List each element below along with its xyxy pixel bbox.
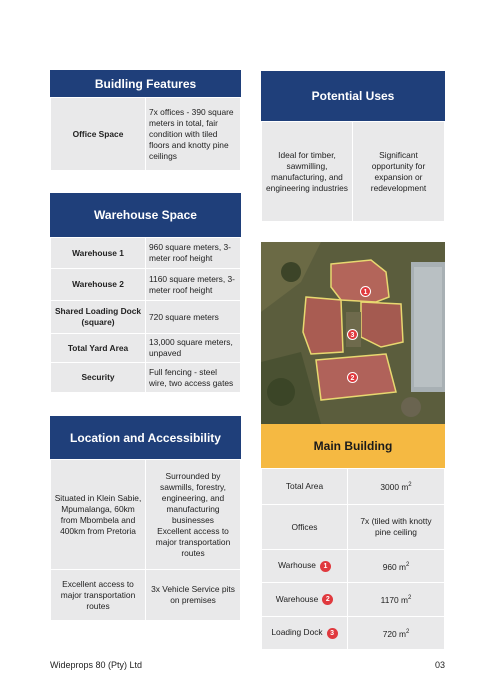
warehouse-space-table xyxy=(50,237,241,393)
offices-label xyxy=(262,505,348,550)
table-row xyxy=(51,334,241,363)
potential-use-expansion: Significant opportunity for expansion or redevelopment xyxy=(353,122,445,222)
badge-1: 1 xyxy=(320,561,331,572)
badge-3: 3 xyxy=(327,628,338,639)
table-row xyxy=(51,363,241,393)
warehouse-space-card xyxy=(50,193,241,393)
table-row xyxy=(51,301,241,334)
unit-superscript: 2 xyxy=(407,595,412,602)
loading-dock-value: 720 square meters xyxy=(146,301,241,334)
aerial-pin-1: 1 xyxy=(360,286,371,297)
main-building-table xyxy=(261,468,445,650)
building-features-table xyxy=(50,97,241,171)
row-label: Warhouse xyxy=(278,560,316,571)
building-features-card xyxy=(50,70,241,171)
office-space-label: Office Space xyxy=(51,98,146,171)
main-building-title: Main Building xyxy=(261,424,445,468)
row-label: Warehouse xyxy=(275,593,319,604)
location-title: Location and Accessibility xyxy=(50,416,241,459)
warhouse-value xyxy=(348,550,445,583)
yard-area-label: Total Yard Area xyxy=(51,334,146,363)
potential-uses-table xyxy=(261,121,445,222)
table-row xyxy=(51,570,241,621)
table-row xyxy=(262,550,445,583)
table-row xyxy=(51,460,241,570)
row-label: Total Area xyxy=(285,481,324,491)
surrounded-text: Surrounded by sawmills, forestry, engineering, and manufacturing businesses xyxy=(160,470,226,525)
loading-dock-label: Shared Loading Dock (square) xyxy=(51,301,146,334)
location-surroundings xyxy=(146,460,241,570)
table-row xyxy=(51,98,241,171)
security-value: Full fencing - steel wire, two access gates xyxy=(146,363,241,393)
unit-superscript: 2 xyxy=(408,482,412,489)
offices-value xyxy=(348,505,445,550)
row-value: 1170 m xyxy=(380,594,408,605)
warehouse-1-value: 960 square meters, 3-meter roof height xyxy=(146,238,241,269)
warhouse-label xyxy=(262,550,348,583)
aerial-pin-2: 2 xyxy=(347,372,358,383)
table-row xyxy=(262,617,445,650)
table-row xyxy=(262,122,445,222)
potential-uses-title: Potential Uses xyxy=(261,71,445,121)
row-label: Loading Dock xyxy=(271,627,323,638)
transport-text: Excellent access to major transportation routes xyxy=(155,525,231,558)
warehouse-2-label: Warehouse 2 xyxy=(51,269,146,301)
row-label: Offices xyxy=(291,521,318,532)
main-building-card xyxy=(261,424,445,650)
table-row xyxy=(51,269,241,301)
table-row xyxy=(262,469,445,505)
security-label: Security xyxy=(51,363,146,393)
row-value: 3000 m xyxy=(380,481,409,492)
badge-2: 2 xyxy=(322,594,333,605)
potential-use-industries: Ideal for timber, sawmilling, manufacturing, and engineering industries xyxy=(262,122,353,222)
location-table xyxy=(50,459,241,621)
loading-dock-row-value xyxy=(348,617,445,650)
office-space-value: 7x offices - 390 square meters in total, fair condition with tiled floors and knotty pine ceilings xyxy=(146,98,241,171)
table-row xyxy=(262,505,445,550)
warehouse-1-label: Warehouse 1 xyxy=(51,238,146,269)
footer-page-number: 03 xyxy=(434,660,445,670)
unit-superscript: 2 xyxy=(405,561,410,568)
warehouse-label xyxy=(262,583,348,617)
warehouse-value xyxy=(348,583,445,617)
potential-uses-card xyxy=(261,71,445,222)
aerial-pin-3: 3 xyxy=(347,329,358,340)
loading-dock-row-label xyxy=(262,617,348,650)
building-features-title: Buidling Features xyxy=(50,70,241,97)
yard-area-value: 13,000 square meters, unpaved xyxy=(146,334,241,363)
location-access: Excellent access to major transportation routes xyxy=(51,570,146,621)
row-value: 960 m xyxy=(382,561,406,572)
table-row xyxy=(51,238,241,269)
table-row xyxy=(262,583,445,617)
warehouse-space-title: Warehouse Space xyxy=(50,193,241,237)
total-area-value xyxy=(348,469,445,505)
total-area-label xyxy=(262,469,348,505)
unit-superscript: 2 xyxy=(405,628,410,635)
location-situated: Situated in Klein Sabie, Mpumalanga, 60km from Mbombela and 400km from Pretoria xyxy=(51,460,146,570)
aerial-photo xyxy=(261,242,445,424)
warehouse-2-value: 1160 square meters, 3-meter roof height xyxy=(146,269,241,301)
location-card xyxy=(50,416,241,621)
row-value: 7x (tiled with knotty pine ceiling xyxy=(360,516,432,537)
row-value: 720 m xyxy=(382,628,406,639)
location-service-pits: 3x Vehicle Service pits on premises xyxy=(146,570,241,621)
footer-company: Wideprops 80 (Pty) Ltd xyxy=(50,660,143,670)
